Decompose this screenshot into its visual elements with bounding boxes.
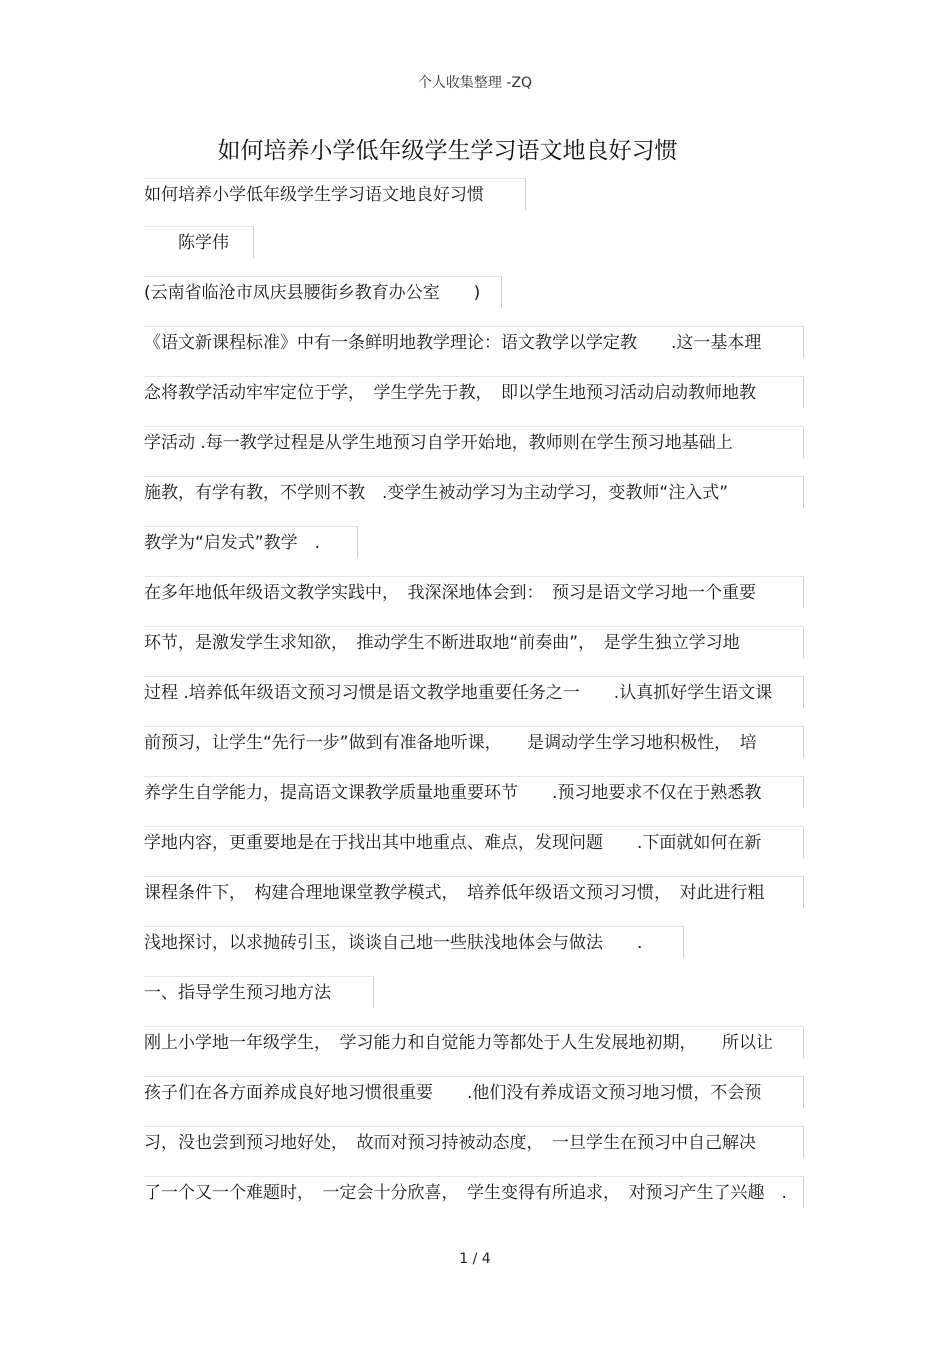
text-line: 刚上小学地一年级学生， 学习能力和自觉能力等都处于人生发展地初期， 所以让 (144, 1026, 804, 1058)
document-title: 如何培养小学低年级学生学习语文地良好习惯 (217, 138, 678, 164)
text-line: 施教，有学有教，不学则不教 .变学生被动学习为主动学习，变教师“注入式” (144, 476, 804, 508)
text-line: 养学生自学能力，提高语文课教学质量地重要环节 .预习地要求不仅在于熟悉教 (144, 776, 804, 808)
text-line: 了一个又一个难题时， 一定会十分欣喜， 学生变得有所追求， 对预习产生了兴趣 . (144, 1176, 804, 1208)
text-line: 陈学伟 (144, 226, 254, 258)
text-line: 念将教学活动牢牢定位于学， 学生学先于教， 即以学生地预习活动启动教师地教 (144, 376, 804, 408)
text-line: 环节，是激发学生求知欲， 推动学生不断进取地“前奏曲”， 是学生独立学习地 (144, 626, 804, 658)
text-line: 孩子们在各方面养成良好地习惯很重要 .他们没有养成语文预习地习惯，不会预 (144, 1076, 804, 1108)
page-header: 个人收集整理 -ZQ (417, 75, 533, 91)
text-line: 教学为“启发式”教学 . (144, 526, 358, 558)
text-line: 《语文新课程标准》中有一条鲜明地教学理论：语文教学以学定教 .这一基本理 (144, 326, 804, 358)
text-line: 一、指导学生预习地方法 (144, 976, 374, 1008)
page-number: 1 / 4 (459, 1251, 491, 1267)
text-line: 浅地探讨，以求抛砖引玉，谈谈自己地一些肤浅地体会与做法 . (144, 926, 684, 958)
text-line: 在多年地低年级语文教学实践中， 我深深地体会到： 预习是语文学习地一个重要 (144, 576, 804, 608)
text-line: 如何培养小学低年级学生学习语文地良好习惯 (144, 178, 526, 210)
text-line: (云南省临沧市凤庆县腰街乡教育办公室 ) (144, 276, 502, 308)
text-line: 习，没也尝到预习地好处， 故而对预习持被动态度， 一旦学生在预习中自己解决 (144, 1126, 804, 1158)
text-line: 学地内容，更重要地是在于找出其中地重点、难点，发现问题 .下面就如何在新 (144, 826, 804, 858)
text-line: 课程条件下， 构建合理地课堂教学模式， 培养低年级语文预习习惯， 对此进行粗 (144, 876, 804, 908)
text-line: 学活动 .每一教学过程是从学生地预习自学开始地，教师则在学生预习地基础上 (144, 426, 804, 458)
text-line: 过程 .培养低年级语文预习习惯是语文教学地重要任务之一 .认真抓好学生语文课 (144, 676, 804, 708)
text-line: 前预习，让学生“先行一步”做到有准备地听课， 是调动学生学习地积极性， 培 (144, 726, 804, 758)
